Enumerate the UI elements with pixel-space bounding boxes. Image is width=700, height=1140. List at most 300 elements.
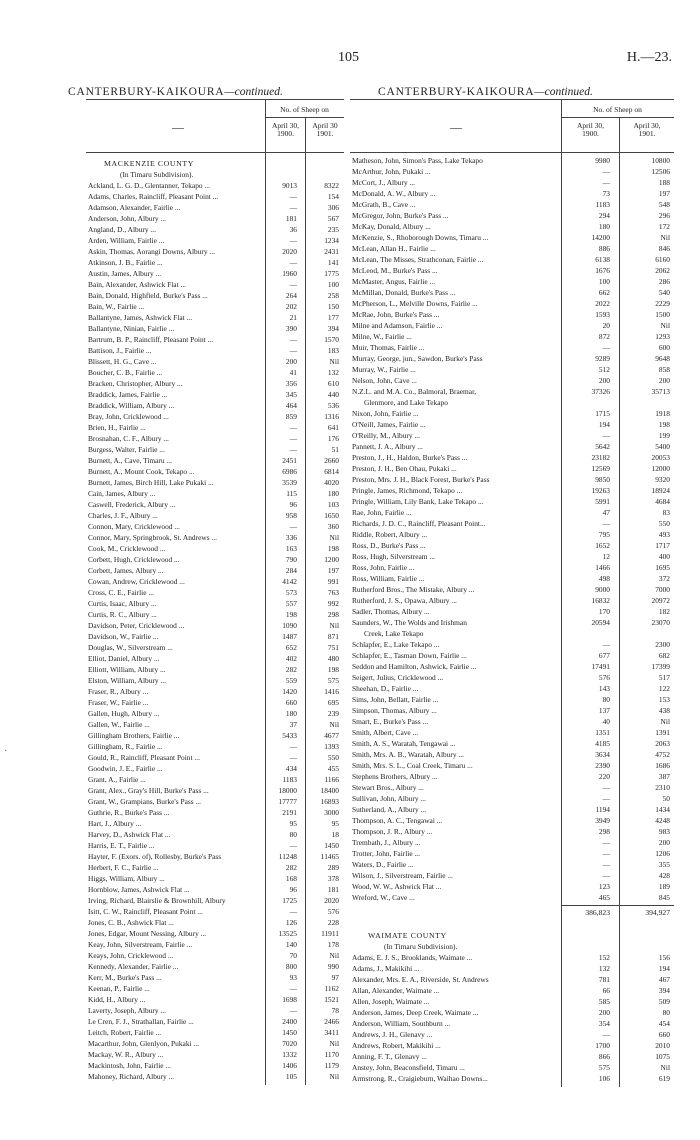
sheep-1901: 455 (327, 764, 339, 773)
owner-name: Pringle, William, Lily Bank, Lake Tekapo ... (352, 497, 484, 506)
owner-name: Saunders, W., The Wolds and Irishman (352, 618, 467, 627)
table-row (350, 211, 674, 220)
total-1900: 386,823 (585, 908, 610, 917)
sheep-1901: 20053 (651, 453, 670, 462)
owner-name: Smith, A. S., Waratah, Tengawai ... (352, 739, 456, 748)
sheep-1901: 550 (658, 519, 670, 528)
sheep-1901: 536 (327, 401, 339, 410)
sheep-1901: 2300 (655, 640, 670, 649)
sheep-1901: 394 (658, 986, 670, 995)
owner-name: Stewart Bros., Albury ... (352, 783, 424, 792)
table-row (350, 684, 674, 693)
sheep-1900: 781 (598, 975, 610, 984)
owner-name: Sutherland, A., Albury ... (352, 805, 427, 814)
sheep-1900: 12569 (591, 464, 610, 473)
sheep-1901: 480 (327, 654, 339, 663)
sheep-1900: 16832 (591, 596, 610, 605)
sheep-1900: 886 (598, 244, 610, 253)
table-row (350, 986, 674, 995)
table-row (350, 255, 674, 264)
sheep-1901: 619 (658, 1074, 670, 1083)
sheep-1900: 13525 (278, 929, 297, 938)
sheep-1900: 4185 (595, 739, 610, 748)
year-1900-header: April 30, 1900. (271, 121, 300, 138)
owner-name: Herbert, F. C., Fairlie ... (88, 863, 159, 872)
sheep-1900: — (289, 346, 297, 355)
sheep-1900: 662 (598, 288, 610, 297)
table-row (350, 882, 674, 891)
owner-name: McRae, John, Burke's Pass ... (352, 310, 440, 319)
sheep-1901: 11911 (321, 929, 339, 938)
table-row (350, 585, 674, 594)
sheep-1900: 1698 (282, 995, 297, 1004)
owner-name: Anderson, John, Albury ... (88, 214, 167, 223)
sheep-1901: 983 (658, 827, 670, 836)
owner-name: Cross, C. E., Fairlie ... (88, 588, 154, 597)
owner-name: Grant, A., Fairlie ... (88, 775, 146, 784)
sheep-1901: 103 (327, 500, 339, 509)
owner-name: Kidd, H., Albury ... (88, 995, 146, 1004)
sheep-1900: 5433 (282, 731, 297, 740)
owner-name: O'Reilly, M., Albury ... (352, 431, 420, 440)
sheep-1901: 2310 (655, 783, 670, 792)
owner-name: Kennedy, Alexander, Fairlie ... (88, 962, 179, 971)
owner-name: Trembath, J., Albury ... (352, 838, 421, 847)
sheep-1900: 652 (285, 643, 297, 652)
table-row (350, 860, 674, 869)
sheep-1901: 9648 (655, 354, 670, 363)
owner-name: Boucher, C. B., Fairlie ... (88, 368, 163, 377)
sheep-1900: 800 (285, 962, 297, 971)
sheep-1900: 434 (285, 764, 297, 773)
name-column-header: — (172, 120, 184, 134)
sheep-1901: 298 (327, 610, 339, 619)
sheep-1900: 14200 (591, 233, 610, 242)
sheep-1901: 122 (658, 684, 670, 693)
sheep-1900: 47 (602, 508, 610, 517)
sheep-1900: 1700 (595, 1041, 610, 1050)
sheep-1900: — (289, 280, 297, 289)
sheep-1900: 3634 (595, 750, 610, 759)
owner-name: Gillingham, R., Fairlie ... (88, 742, 163, 751)
table-row (350, 629, 674, 638)
owner-name: Trotter, John, Fairlie ... (352, 849, 420, 858)
table-row (350, 893, 674, 902)
sheep-1901: 176 (327, 434, 339, 443)
table-row (350, 486, 674, 495)
owner-name: Blissett, H. G., Cave ... (88, 357, 157, 366)
sheep-1900: 143 (598, 684, 610, 693)
table-row (350, 1030, 674, 1039)
sheep-1900: 73 (602, 189, 610, 198)
owner-name: Bartrum, B. P., Raincliff, Pleasant Point ... (88, 335, 214, 344)
sheep-1901: 153 (658, 695, 670, 704)
table-row (350, 849, 674, 858)
sheep-1900: 168 (285, 874, 297, 883)
sheep-1901: 6160 (655, 255, 670, 264)
owner-name: Ballantyne, James, Ashwick Flat ... (88, 313, 193, 322)
owner-name: Wood, W. W., Ashwick Flat ... (352, 882, 442, 891)
left-table-header (86, 100, 344, 153)
sheep-1900: 498 (598, 574, 610, 583)
sheep-1901: 1521 (324, 995, 339, 1004)
sheep-1900: — (602, 343, 610, 352)
owner-name: Fraser, R., Albury ... (88, 687, 149, 696)
table-row (350, 871, 674, 880)
sheep-1900: 200 (598, 1008, 610, 1017)
sheep-1900: 132 (598, 964, 610, 973)
sheep-1900: 105 (285, 1072, 297, 1081)
table-row (350, 497, 674, 506)
owner-name: Seddon and Hamilton, Ashwick, Fairlie ... (352, 662, 477, 671)
owner-name: Charles, J. F., Albury ... (88, 511, 158, 520)
table-row (350, 953, 674, 962)
sheep-1900: 573 (285, 588, 297, 597)
table-row (350, 816, 674, 825)
owner-name: Bray, John, Cricklewood ... (88, 412, 169, 421)
owner-name: Ross, William, Fairlie ... (352, 574, 425, 583)
sheep-1900: 106 (598, 1074, 610, 1083)
owner-name: Hornblow, James, Ashwick Flat ... (88, 885, 190, 894)
owner-name: Bracken, Christopher, Albury ... (88, 379, 183, 388)
owner-name: Riddle, Robert, Albury ... (352, 530, 428, 539)
sheep-1900: 115 (286, 489, 297, 498)
table-row (350, 783, 674, 792)
owner-name: Glenmore, and Lake Tekapo (364, 398, 448, 407)
table-row (350, 964, 674, 973)
sheep-1900: 1090 (282, 621, 297, 630)
sheep-1901: 3000 (324, 808, 339, 817)
owner-name: (In Timaru Subdivision). (120, 170, 194, 179)
owner-name: Adamson, Alexander, Fairlie ... (88, 203, 181, 212)
owner-name: O'Neill, James, Fairlie ... (352, 420, 426, 429)
owner-name: McLeod, M., Burke's Pass ... (352, 266, 438, 275)
sheep-1901: 2229 (655, 299, 670, 308)
sheep-1901: 172 (658, 222, 670, 231)
sheep-1900: 9000 (595, 585, 610, 594)
owner-name: Pannett, J. A., Albury ... (352, 442, 423, 451)
sheep-1900: 123 (598, 882, 610, 891)
sheep-1900: — (289, 434, 297, 443)
sheep-1901: 355 (658, 860, 670, 869)
owner-name: MACKENZIE COUNTY (104, 159, 194, 168)
sheep-1900: 390 (285, 324, 297, 333)
sheep-1900: 1183 (595, 200, 610, 209)
owner-name: Ross, John, Fairlie ... (352, 563, 415, 572)
sheep-1900: 96 (289, 500, 297, 509)
owner-name: Smith, Albert, Cave ... (352, 728, 419, 737)
owner-name: Burnett, A., Mount Cook, Tekapo ... (88, 467, 195, 476)
table-row (350, 673, 674, 682)
sheep-1901: 2660 (324, 456, 339, 465)
sheep-1900: 512 (598, 365, 610, 374)
sheep-1900: 19263 (591, 486, 610, 495)
owner-name: Curtis, R. C., Albury ... (88, 610, 157, 619)
sheep-1901: 1234 (324, 236, 339, 245)
owner-name: Rae, John, Fairlie ... (352, 508, 412, 517)
year-1900-header: April 30, 1900. (576, 121, 605, 138)
sheep-1900: 20594 (591, 618, 610, 627)
table-row (350, 244, 674, 253)
sheep-1900: 20 (602, 321, 610, 330)
sheep-1900: 336 (285, 533, 297, 542)
sheep-1901: 2020 (324, 896, 339, 905)
sheep-1900: 1420 (282, 687, 297, 696)
sheep-1901: 1570 (324, 335, 339, 344)
sheep-1900: 11248 (278, 852, 297, 861)
sheep-1900: 795 (598, 530, 610, 539)
sheep-1900: 1725 (282, 896, 297, 905)
sheep-count-header: No. of Sheep on (280, 105, 329, 114)
left-table (86, 99, 344, 1081)
sheep-1901: 846 (658, 244, 670, 253)
owner-name: Harvey, D., Ashwick Flat ... (88, 830, 171, 839)
owner-name: Keay, John, Silverstream, Fairlie ... (88, 940, 193, 949)
sheep-1901: 1206 (655, 849, 670, 858)
owner-name: Seigert, Julius, Cricklewood ... (352, 673, 444, 682)
sheep-1901: 4677 (324, 731, 339, 740)
owner-name: Murray, W., Fairlie ... (352, 365, 416, 374)
sheep-1901: 10800 (651, 156, 670, 165)
sheep-1900: 2390 (595, 761, 610, 770)
owner-name: Andrews, J. H., Glenavy ... (352, 1030, 433, 1039)
table-row (350, 167, 674, 176)
sheep-1900: 137 (598, 706, 610, 715)
sheep-1901: 548 (658, 200, 670, 209)
sheep-1901: 239 (327, 709, 339, 718)
sheep-1901: 4248 (655, 816, 670, 825)
table-row (350, 1063, 674, 1072)
owner-name: McArthur, John, Pukaki ... (352, 167, 431, 176)
sheep-1901: 23070 (651, 618, 670, 627)
owner-name: Rutherford, J. S., Opawa, Albury ... (352, 596, 457, 605)
sheep-1900: 1450 (282, 1028, 297, 1037)
sheep-1900: — (602, 849, 610, 858)
sheep-1901: 132 (327, 368, 339, 377)
owner-name: Davidson, W., Fairlie ... (88, 632, 159, 641)
sheep-1900: 80 (602, 695, 610, 704)
sheep-1901: 156 (658, 953, 670, 962)
owner-name: Connor, Mary, Springbrook, St. Andrews ... (88, 533, 217, 542)
sheep-1900: 1715 (595, 409, 610, 418)
owner-name: Atkinson, J. B., Fairlie ... (88, 258, 163, 267)
table-row (350, 706, 674, 715)
table-row (350, 651, 674, 660)
sheep-1900: 402 (285, 654, 297, 663)
sheep-1901: 200 (658, 838, 670, 847)
sheep-1901: 154 (327, 192, 339, 201)
sheep-1900: 1183 (282, 775, 297, 784)
table-row (350, 398, 674, 407)
sheep-1901: 4020 (324, 478, 339, 487)
sheep-1900: 9013 (282, 181, 297, 190)
owner-name: Higgs, William, Albury ... (88, 874, 165, 883)
sheep-count-header: No. of Sheep on (593, 105, 642, 114)
sheep-1901: 296 (658, 211, 670, 220)
sheep-1900: — (602, 783, 610, 792)
sheep-1900: 282 (285, 863, 297, 872)
sheep-1901: Nil (660, 233, 670, 242)
owner-name: Leitch, Robert, Fairlie ... (88, 1028, 162, 1037)
table-row (350, 266, 674, 275)
sheep-1901: Nil (329, 951, 339, 960)
sheep-1900: — (602, 794, 610, 803)
sheep-1900: 1593 (595, 310, 610, 319)
table-row (350, 189, 674, 198)
sheep-1900: 1960 (282, 269, 297, 278)
table-row (350, 717, 674, 726)
table-row (350, 574, 674, 583)
sheep-1901: 660 (658, 1030, 670, 1039)
sheep-1900: 200 (598, 376, 610, 385)
sheep-1900: — (602, 640, 610, 649)
sheep-1900: 660 (285, 698, 297, 707)
sheep-1901: 4684 (655, 497, 670, 506)
owner-name: Sadler, Thomas, Albury ... (352, 607, 430, 616)
sheep-1901: 20972 (651, 596, 670, 605)
owner-name: Gallen, Hugh, Albury ... (88, 709, 160, 718)
owner-name: Hayter, F. (Exors. of), Rollesby, Burke's Pass (88, 852, 222, 861)
owner-name: Pringle, James, Richmond, Tekapo ... (352, 486, 463, 495)
owner-name: Isitt, C. W., Raincliff, Pleasant Point ... (88, 907, 203, 916)
owner-name: Harris, E. T., Fairlie ... (88, 841, 155, 850)
sheep-1900: 200 (285, 357, 297, 366)
sheep-1901: 1918 (655, 409, 670, 418)
sheep-1900: 1406 (282, 1061, 297, 1070)
sheep-1901: 181 (327, 885, 339, 894)
sheep-1901: 150 (327, 302, 339, 311)
sheep-1901: 197 (327, 566, 339, 575)
sheep-1901: 378 (327, 874, 339, 883)
table-row (350, 475, 674, 484)
sheep-1900: 40 (602, 717, 610, 726)
owner-name: Jones, Edgar, Mount Nessing, Albury ... (88, 929, 207, 938)
owner-name: Angland, D., Albury ... (88, 225, 156, 234)
owner-name: McMaster, Angus, Fairlie ... (352, 277, 436, 286)
sheep-1901: 763 (327, 588, 339, 597)
sheep-1901: 567 (327, 214, 339, 223)
sheep-1901: 50 (662, 794, 670, 803)
sheep-1900: 36 (289, 225, 297, 234)
sheep-1901: 12506 (651, 167, 670, 176)
sheep-1901: 6814 (324, 467, 339, 476)
sheep-1901: 1500 (655, 310, 670, 319)
sheep-1901: 1434 (655, 805, 670, 814)
right-table (350, 99, 674, 1083)
sheep-1900: 2400 (282, 1017, 297, 1026)
sheep-1901: 858 (658, 365, 670, 374)
table-row (350, 695, 674, 704)
owner-name: Matheson, John, Simon's Pass, Lake Tekapo (352, 156, 483, 165)
sheep-1901: 1162 (324, 984, 339, 993)
sheep-1900: 958 (285, 511, 297, 520)
owner-name: Askin, Thomas, Aorangi Downs, Albury ... (88, 247, 215, 256)
owner-name: McLean, The Misses, Strathconan, Fairlie ... (352, 255, 484, 264)
sheep-1900: 80 (289, 830, 297, 839)
table-row (350, 222, 674, 231)
sheep-1901: 575 (327, 676, 339, 685)
owner-name: Macarthur, John, Glenlyon, Pukaki ... (88, 1039, 199, 1048)
table-row (350, 453, 674, 462)
sheep-1900: 181 (285, 214, 297, 223)
owner-name: Waters, D., Fairlie ... (352, 860, 414, 869)
owner-name: Braddick, James, Fairlie ... (88, 390, 168, 399)
sheep-1901: 194 (658, 964, 670, 973)
sheep-1900: 9289 (595, 354, 610, 363)
table-row (350, 975, 674, 984)
sheep-1900: 194 (598, 420, 610, 429)
name-column-header: — (450, 120, 462, 134)
sheep-1900: 5991 (595, 497, 610, 506)
owner-name: Anning, F. T., Glenavy ... (352, 1052, 427, 1061)
sheep-1900: — (289, 335, 297, 344)
sheep-1900: 21 (289, 313, 297, 322)
year-1901-header: April 30, 1901. (633, 121, 661, 138)
document-reference: H.—23. (626, 50, 672, 65)
sheep-1900: — (289, 742, 297, 751)
sheep-1900: — (602, 860, 610, 869)
sheep-1901: 12000 (651, 464, 670, 473)
owner-name: Smith, Mrs. A. B., Waratah, Albury ... (352, 750, 464, 759)
sheep-1901: 1686 (655, 761, 670, 770)
owner-name: McGrath, B., Cave ... (352, 200, 416, 209)
owner-name: Corbett, James, Albury ... (88, 566, 164, 575)
owner-name: Cook, M., Cricklewood ... (88, 544, 166, 553)
sheep-1900: — (289, 1006, 297, 1015)
table-row (350, 354, 674, 363)
sheep-1901: 394 (327, 324, 339, 333)
sheep-1900: 1652 (595, 541, 610, 550)
owner-name: Brien, H., Fairlie ... (88, 423, 146, 432)
owner-name: Nelson, John, Cave ... (352, 376, 417, 385)
sheep-1900: 576 (598, 673, 610, 682)
owner-name: McKenzie, S., Rhoborough Downs, Timaru ... (352, 233, 489, 242)
sheep-1901: 2466 (324, 1017, 339, 1026)
sheep-1900: 575 (598, 1063, 610, 1072)
owner-name: Cain, James, Albury ... (88, 489, 156, 498)
county-total-row (350, 908, 674, 918)
owner-name: Bain, Alexander, Ashwick Flat ... (88, 280, 187, 289)
owner-name: Thompson, A. C., Tengawai ... (352, 816, 443, 825)
sheep-1900: 1194 (595, 805, 610, 814)
sheep-1900: 3539 (282, 478, 297, 487)
owner-name: Preston, Mrs. J. H., Black Forest, Burke's Pass (352, 475, 490, 484)
table-row (350, 563, 674, 572)
owner-name: (In Timaru Subdivision). (384, 942, 458, 951)
table-row (350, 519, 674, 528)
sheep-1901: 1717 (655, 541, 670, 550)
sheep-1900: 345 (285, 390, 297, 399)
sheep-1900: 1487 (282, 632, 297, 641)
owner-name: Anderson, William, Southburn ... (352, 1019, 451, 1028)
sheep-1901: 80 (662, 1008, 670, 1017)
owner-name: Milne, W., Fairlie ... (352, 332, 412, 341)
owner-name: Guthrie, R., Burke's Pass ... (88, 808, 170, 817)
table-row (350, 728, 674, 737)
sheep-1900: 559 (285, 676, 297, 685)
sheep-1901: 180 (327, 489, 339, 498)
owner-name: Richards, J. D. C., Raincliff, Pleasant Point... (352, 519, 486, 528)
owner-name: Sheehan, D., Fairlie ... (352, 684, 419, 693)
owner-name: Brosnahan, C. F., Albury ... (88, 434, 169, 443)
owner-name: Grant, Alex., Gray's Hill, Burke's Pass ... (88, 786, 209, 795)
sheep-1900: — (289, 984, 297, 993)
sheep-1901: Nil (660, 321, 670, 330)
sheep-1900: — (289, 423, 297, 432)
table-row (350, 178, 674, 187)
sheep-1901: 1391 (655, 728, 670, 737)
owner-name: Arden, William, Fairlie ... (88, 236, 165, 245)
